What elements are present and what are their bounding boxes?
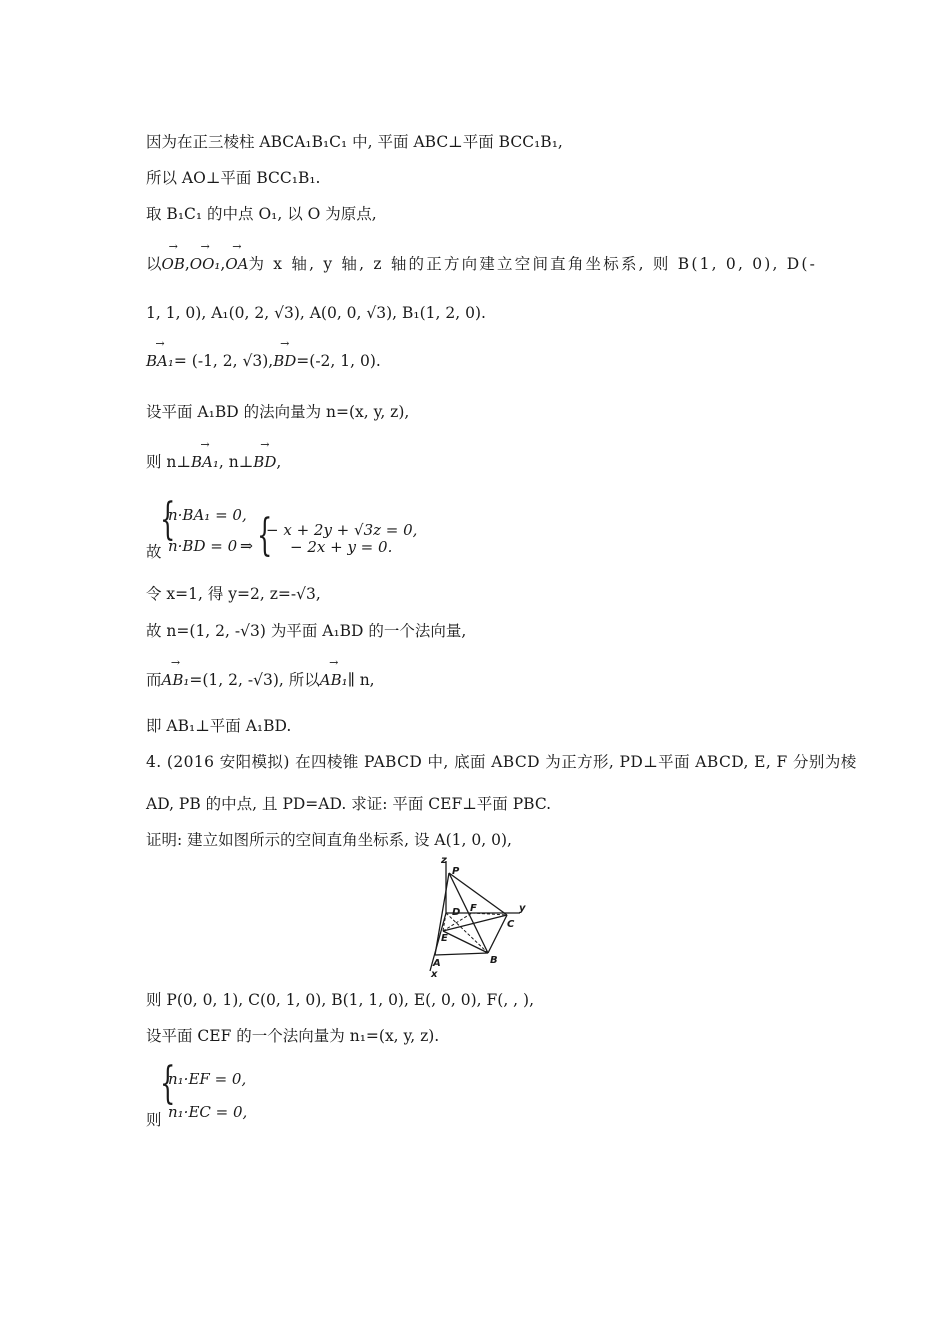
vector-ab1-b: → AB₁	[319, 656, 348, 689]
vector-ba1-b: → BA₁	[191, 438, 219, 471]
label-b: B	[490, 955, 498, 966]
text-line-6: → BA₁= (-1, 2, √3), → BD=(-2, 1, 0).	[146, 337, 381, 370]
text-line-5: 1, 1, 0), A₁(0, 2, √3), A(0, 0, √3), B₁(1, 2, 0).	[146, 304, 486, 322]
text-line-8: 则 n⊥ → BA₁, n⊥ → BD,	[146, 438, 282, 471]
right-brace: {	[257, 510, 273, 561]
text-line-14: 4. (2016 安阳模拟) 在四棱锥 PABCD 中, 底面 ABCD 为正方形, PD⊥平面 ABCD, E, F 分别为棱	[146, 753, 857, 771]
sys1-result-1: − x + 2y + √3z = 0,	[266, 521, 418, 539]
label-d: D	[452, 907, 461, 918]
label-c: C	[507, 919, 515, 930]
text-line-18: 设平面 CEF 的一个法向量为 n₁=(x, y, z).	[146, 1027, 440, 1045]
vector-ba1: → BA₁	[146, 337, 174, 370]
text-line-12: 而 → AB₁=(1, 2, -√3), 所以 → AB₁∥ n,	[146, 656, 375, 689]
vector-bd: → BD	[273, 337, 297, 370]
left-brace: {	[160, 494, 176, 545]
text-line-13: 即 AB₁⊥平面 A₁BD.	[146, 717, 292, 735]
text-line-1: 因为在正三棱柱 ABCA₁B₁C₁ 中, 平面 ABC⊥平面 BCC₁B₁,	[146, 133, 563, 151]
label-z: z	[441, 855, 447, 866]
sys2-row-2: n₁·EC = 0,	[168, 1103, 248, 1121]
label-a: A	[433, 958, 441, 969]
text-line-11: 故 n=(1, 2, -√3) 为平面 A₁BD 的一个法向量,	[146, 622, 467, 640]
pyramid-figure	[415, 853, 540, 982]
text-line-3: 取 B₁C₁ 的中点 O₁, 以 O 为原点,	[146, 205, 377, 223]
vector-ob: → OB	[161, 240, 185, 273]
sys2-row-1: n₁·EF = 0,	[168, 1070, 247, 1088]
text-line-17: 则 P(0, 0, 1), C(0, 1, 0), B(1, 1, 0), E(, 0, 0), F(, , ),	[146, 991, 535, 1009]
label-p: P	[452, 866, 460, 877]
label-x: x	[431, 969, 438, 978]
vector-ab1: → AB₁	[161, 656, 190, 689]
implies-arrow: ⇒	[240, 537, 253, 555]
text-line-4: 以 → OB, → OO₁, → OA为 x 轴, y 轴, z 轴的正方向建立空间直角坐标系, 则 B(1, 0, 0), D(-	[146, 240, 818, 273]
vector-bd-b: → BD	[253, 438, 277, 471]
label-f: F	[470, 903, 477, 914]
sys1-result-2: − 2x + y = 0.	[290, 538, 393, 556]
sys1-row-2: n·BD = 0	[168, 537, 238, 555]
sys1-row-1: n·BA₁ = 0,	[168, 506, 247, 524]
text-line-2: 所以 AO⊥平面 BCC₁B₁.	[146, 169, 321, 187]
label-e: E	[441, 933, 448, 944]
vector-oo1: → OO₁	[189, 240, 221, 273]
label-y: y	[519, 903, 526, 914]
text-line-10: 令 x=1, 得 y=2, z=-√3,	[146, 585, 321, 603]
text-line-16: 证明: 建立如图所示的空间直角坐标系, 设 A(1, 0, 0),	[146, 831, 512, 849]
text-line-7: 设平面 A₁BD 的法向量为 n=(x, y, z),	[146, 403, 410, 421]
text-line-15: AD, PB 的中点, 且 PD=AD. 求证: 平面 CEF⊥平面 PBC.	[146, 795, 552, 813]
left-brace-2: {	[160, 1058, 176, 1109]
vector-oa: → OA	[225, 240, 249, 273]
